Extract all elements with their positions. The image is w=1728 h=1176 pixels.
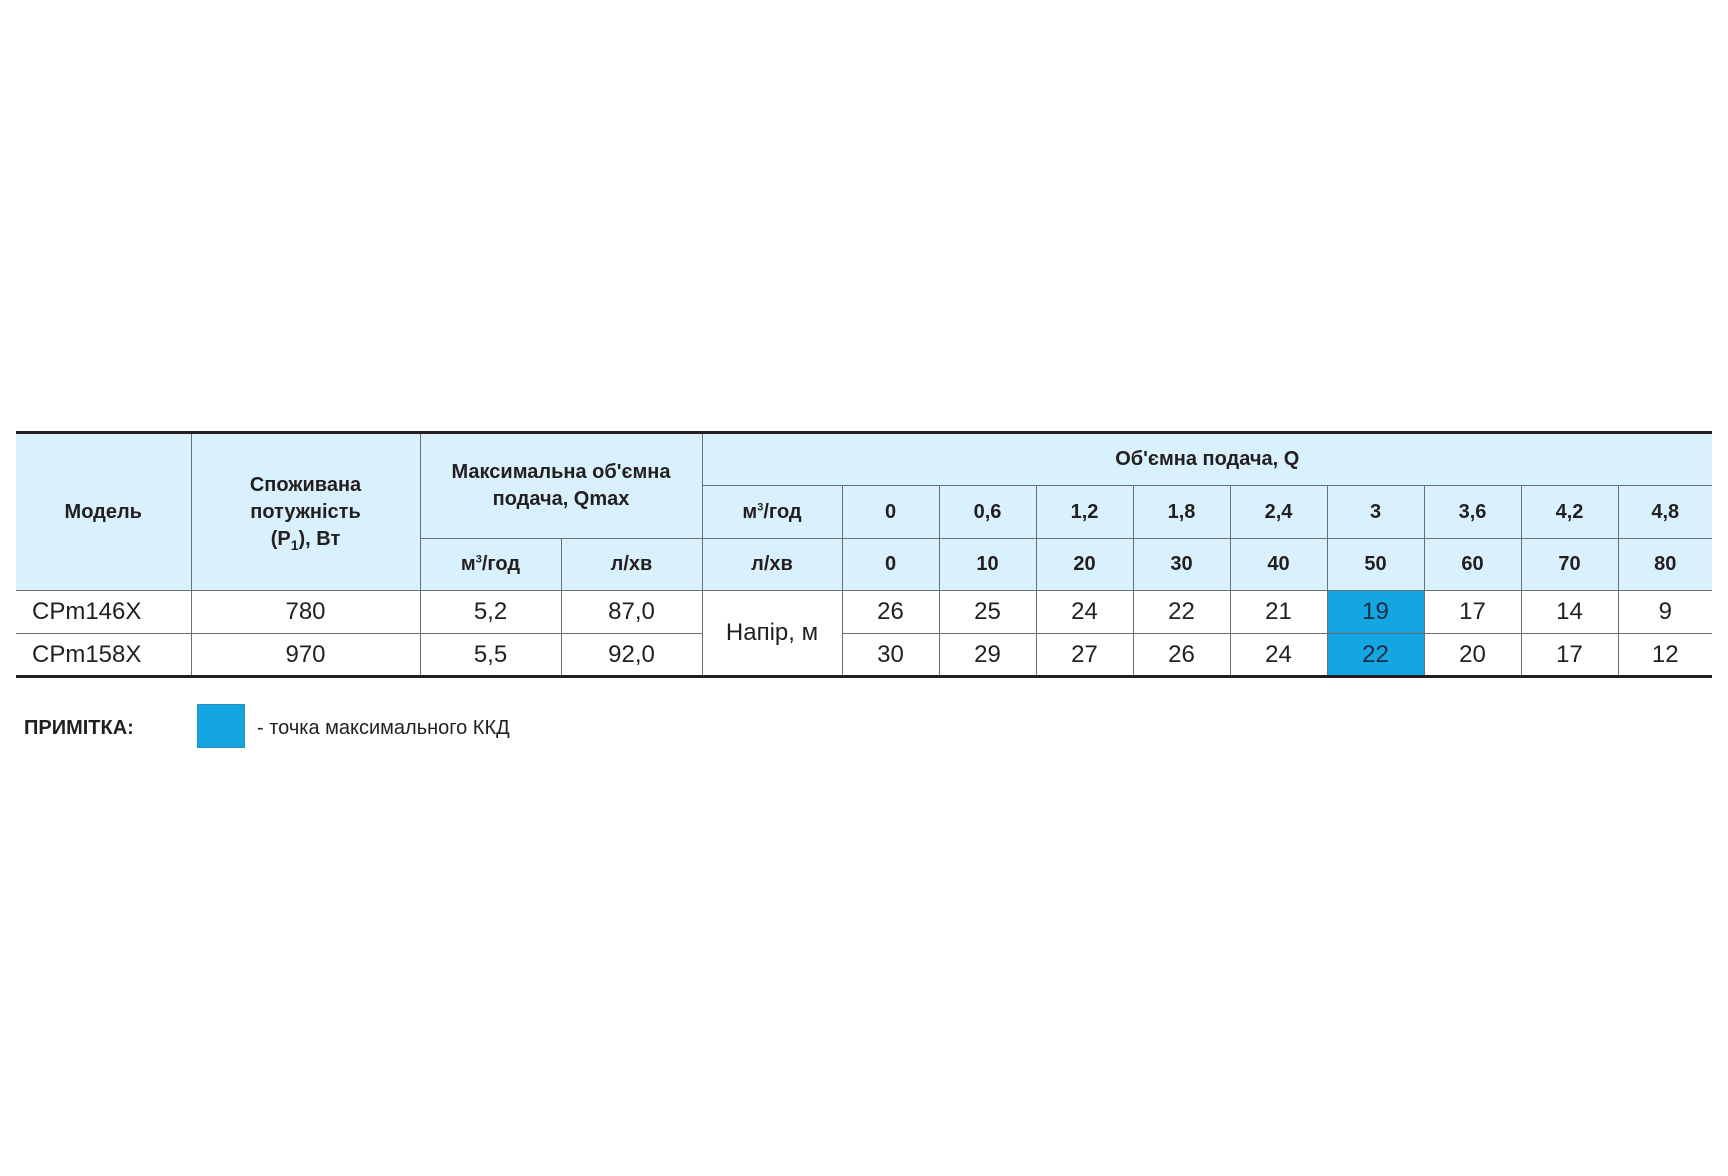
flow-m3h-cell: 1,8 [1133, 486, 1230, 539]
flow-lmin-cell: 60 [1424, 539, 1521, 591]
unit-per-hour: /год [763, 500, 802, 523]
flow-m3h-cell: 3,6 [1424, 486, 1521, 539]
power-subscript: 1 [290, 536, 299, 553]
model-cell: CPm146X [16, 591, 191, 634]
head-cell: 29 [939, 634, 1036, 677]
flow-m3h-cell: 0 [842, 486, 939, 539]
head-cell: 24 [1036, 591, 1133, 634]
power-cell: 970 [191, 634, 420, 677]
head-cell-max-efficiency: 22 [1327, 634, 1424, 677]
flow-m3h-cell: 1,2 [1036, 486, 1133, 539]
flow-m3h-cell: 3 [1327, 486, 1424, 539]
table-row [16, 634, 1712, 677]
qmax-unit-lmin: л/хв [561, 539, 702, 591]
head-cell: 27 [1036, 634, 1133, 677]
head-cell: 25 [939, 591, 1036, 634]
qmax-lmin-cell: 92,0 [561, 634, 702, 677]
head-cell: 9 [1618, 591, 1712, 634]
power-unit: ), Вт [298, 527, 341, 550]
flow-lmin-cell: 50 [1327, 539, 1424, 591]
qmax-unit-m3h [420, 539, 561, 591]
flow-m3h-cell: 4,8 [1618, 486, 1712, 539]
header-model-label: Модель [64, 500, 142, 523]
flow-m3h-cell: 4,2 [1521, 486, 1618, 539]
header-qmax-line2: подача, Qmax [492, 488, 630, 510]
head-cell: 14 [1521, 591, 1618, 634]
model-cell: CPm158X [16, 634, 191, 677]
header-flow-title [702, 433, 1712, 486]
flow-lmin-cell: 20 [1036, 539, 1133, 591]
pump-spec-table [16, 431, 1712, 678]
note-label: ПРИМІТКА: [24, 717, 134, 739]
head-cell: 26 [1133, 634, 1230, 677]
header-model [16, 433, 191, 591]
flow-m3h-cell: 0,6 [939, 486, 1036, 539]
head-cell: 21 [1230, 591, 1327, 634]
head-label: Напір, м [702, 591, 842, 677]
unit-per-hour: /год [481, 553, 521, 575]
flow-m3h-cell: 2,4 [1230, 486, 1327, 539]
header-power-line2: потужність [250, 500, 361, 523]
head-cell: 24 [1230, 634, 1327, 677]
flow-lmin-cell: 80 [1618, 539, 1712, 591]
flow-unit-lmin: л/хв [702, 539, 842, 591]
head-cell: 17 [1424, 591, 1521, 634]
head-cell-max-efficiency: 19 [1327, 591, 1424, 634]
header-power-line3 [192, 526, 420, 553]
header-power-line1: Споживана [249, 473, 362, 496]
legend-swatch [197, 704, 245, 748]
flow-lmin-cell: 30 [1133, 539, 1230, 591]
flow-title-label: Об'ємна подача, Q [1115, 448, 1300, 470]
header-row-1 [16, 433, 1712, 486]
power-symbol: (P [270, 527, 291, 550]
table-row [16, 591, 1712, 634]
unit-sup: 3 [475, 553, 482, 566]
unit-sup: 3 [757, 500, 764, 513]
head-cell: 17 [1521, 634, 1618, 677]
qmax-m3h-cell: 5,5 [420, 634, 561, 677]
header-power [191, 433, 420, 591]
unit-m: м [742, 500, 758, 523]
flow-unit-m3h [702, 486, 842, 539]
flow-lmin-cell: 10 [939, 539, 1036, 591]
head-cell: 30 [842, 634, 939, 677]
header-qmax-line1: Максимальна об'ємна [451, 461, 671, 483]
header-qmax [420, 433, 702, 539]
head-cell: 20 [1424, 634, 1521, 677]
qmax-m3h-cell: 5,2 [420, 591, 561, 634]
flow-lmin-cell: 40 [1230, 539, 1327, 591]
head-cell: 26 [842, 591, 939, 634]
power-cell: 780 [191, 591, 420, 634]
flow-lmin-cell: 0 [842, 539, 939, 591]
unit-m: м [460, 553, 476, 575]
flow-lmin-cell: 70 [1521, 539, 1618, 591]
legend-text: - точка максимального ККД [257, 717, 510, 739]
head-cell: 22 [1133, 591, 1230, 634]
head-cell: 12 [1618, 634, 1712, 677]
qmax-lmin-cell: 87,0 [561, 591, 702, 634]
